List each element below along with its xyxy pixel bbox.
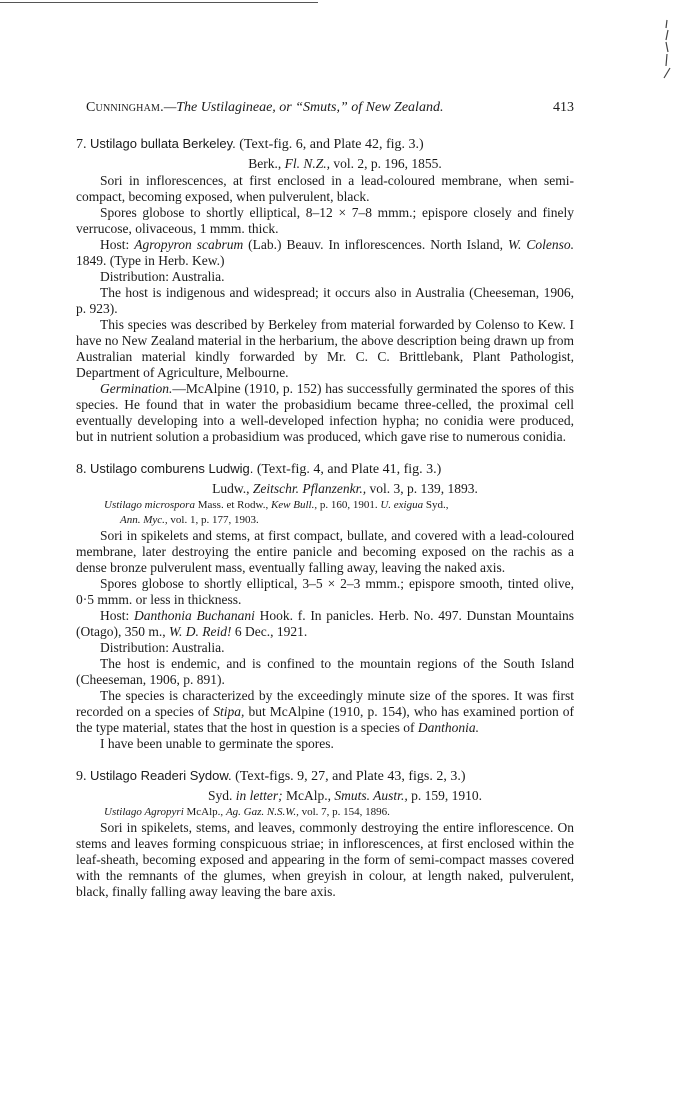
paragraph-text: The species is characterized by the exceedingly minute size of the spores. It was first recorded on a species of — [76, 688, 574, 719]
figure-reference: (Text-figs. 9, 27, and Plate 43, figs. 2, 3.) — [235, 769, 466, 784]
synonym-work: Ag. Gaz. N.S.W., — [225, 806, 299, 818]
synonyms — [104, 498, 574, 528]
paragraph: Sori in spikelets and stems, at first compact, bullate, and covered with a lead-coloured membrane, later destroying the entire panicle and becoming exposed on the rachis as a dense bronze pulverulent mass, eventually falling away, leaving the naked axis. — [76, 528, 574, 575]
host-label: Host: — [100, 237, 130, 252]
citation-author: Syd. — [208, 788, 233, 803]
running-title — [86, 100, 443, 116]
entry-number: 8. — [76, 462, 87, 477]
top-rule — [0, 2, 318, 3]
paragraph: I have been unable to germinate the spores. — [100, 736, 334, 751]
citation-work: Zeitschr. Pflanzenkr., — [252, 481, 367, 496]
citation — [116, 154, 574, 173]
paragraph: Spores globose to shortly elliptical, 8–12 × 7–8 mmm.; epispore closely and finely verrucose, olivaceous, 1 mmm. thick. — [76, 205, 574, 236]
citation-detail: p. 159, 1910. — [411, 788, 482, 803]
host-collector: W. D. Reid! — [168, 624, 232, 639]
synonym-detail: p. 160, 1901. — [319, 499, 378, 511]
entry-number: 9. — [76, 769, 87, 784]
synonym-name: Ustilago Agropyri — [104, 806, 184, 818]
citation-note: in letter; — [235, 788, 283, 803]
genus-name: Stipa, — [213, 704, 245, 719]
paragraph — [76, 688, 574, 736]
genus-name: Danthonia. — [417, 720, 480, 735]
citation-detail: vol. 3, p. 139, 1893. — [369, 481, 478, 496]
synonym-work: Kew Bull., — [270, 499, 318, 511]
distribution: Distribution: Australia. — [100, 269, 225, 284]
paragraph: The host is indigenous and widespread; it occurs also in Australia (Cheeseman, 1906, p. 923). — [76, 285, 574, 316]
host-label: Host: — [100, 608, 130, 623]
entry-title — [76, 766, 574, 786]
entry-title — [76, 134, 574, 154]
species-entry-8 — [76, 459, 574, 752]
species-name: Ustilago Readeri Sydow. — [90, 768, 232, 783]
entry-title — [76, 459, 574, 479]
host-species: Danthonia Buchanani — [133, 608, 255, 623]
figure-reference: (Text-fig. 4, and Plate 41, fig. 3.) — [256, 462, 442, 477]
synonym-author: Mass. et Rodw., — [197, 499, 269, 511]
paragraph: The host is endemic, and is confined to the mountain regions of the South Island (Cheeseman, 1906, p. 891). — [76, 656, 574, 687]
paragraph: Spores globose to shortly elliptical, 3–5 × 2–3 mmm.; epispore smooth, tinted olive, 0·5 mmm. or less in thickness. — [76, 576, 574, 607]
species-name: Ustilago comburens Ludwig. — [90, 461, 254, 476]
header-title: —The Ustilagineae, or “Smuts,” of New Zealand. — [163, 100, 444, 115]
host-collector: W. Colenso. — [508, 237, 574, 252]
synonym-author: Syd., — [425, 499, 449, 511]
species-name: Ustilago bullata Berkeley. — [90, 136, 236, 151]
host-species: Agropyron scabrum — [134, 237, 244, 252]
citation — [116, 479, 574, 498]
entry-number: 7. — [76, 137, 87, 152]
host-tail: 1849. (Type in Herb. Kew.) — [76, 253, 225, 268]
running-header — [76, 100, 574, 116]
synonym-continuation — [104, 513, 574, 528]
synonym-work: Ann. Myc., — [120, 514, 168, 526]
host-tail: 6 Dec., 1921. — [234, 624, 308, 639]
host-detail: (Lab.) Beauv. In inflorescences. North Island, — [248, 237, 504, 252]
citation-author: McAlp., — [286, 788, 332, 803]
host-paragraph — [76, 237, 574, 269]
distribution: Distribution: Australia. — [100, 640, 225, 655]
citation-author: Ludw., — [212, 481, 250, 496]
page-body — [76, 100, 574, 914]
synonyms — [104, 805, 574, 820]
synonym-author: McAlp., — [186, 806, 224, 818]
paragraph-text: but McAlpine (1910, p. 154), who has examined portion of the type material, states that the host in question is a species of — [76, 704, 575, 735]
germination-text: —McAlpine (1910, p. 152) has successfully germinated the spores of this species. He found that in water the probasidium became three-celled, the proximal cell eventually developing into a well-developed infection hypha; no conidia were produced, but in nutrient solution a probasidium was produced, which gave rise to numerous conidia. — [76, 381, 574, 444]
synonym-detail: vol. 1, p. 177, 1903. — [170, 514, 259, 526]
citation — [116, 786, 574, 805]
synonym-name: U. exigua — [380, 499, 424, 511]
margin-annotation-marks — [660, 18, 674, 88]
host-detail: Hook. f. In panicles. Herb. No. 497. Dunstan Mountains (Otago), 350 m., — [76, 608, 575, 639]
paragraph: This species was described by Berkeley from material forwarded by Colenso to Kew. I have no New Zealand material in the herbarium, the above description being drawn up from Australian material kindly forwarded by Mr. C. C. Brittlebank, Plant Pathologist, Department of Agriculture, Melbourne. — [76, 317, 574, 380]
germination-label: Germination. — [100, 381, 173, 396]
citation-work: Smuts. Austr., — [334, 788, 408, 803]
germination-paragraph — [76, 381, 574, 445]
page-number: 413 — [553, 100, 574, 115]
host-paragraph — [76, 608, 574, 640]
paragraph: Sori in spikelets, stems, and leaves, commonly destroying the entire inflorescence. On stems and leaves forming conspicuous striae; in inflorescences, at first enclosed within the leaf-sheath, becoming exposed and appearing in the form of semi-compact masses covered with the remnants of the glumes, when greyish in colour, at length naked, pulverulent, black, finally falling away leaving the bare axis. — [76, 820, 574, 899]
species-entry-9 — [76, 766, 574, 900]
figure-reference: (Text-fig. 6, and Plate 42, fig. 3.) — [239, 137, 424, 152]
citation-detail: vol. 2, p. 196, 1855. — [333, 156, 442, 171]
species-entry-7 — [76, 134, 574, 445]
citation-work: Fl. N.Z., — [284, 156, 330, 171]
citation-author: Berk., — [248, 156, 282, 171]
paragraph: Sori in inflorescences, at first enclosed in a lead-coloured membrane, when semi-compact, becoming exposed, when pulverulent, black. — [76, 173, 574, 204]
header-author: Cunningham. — [86, 100, 164, 115]
synonym-detail: vol. 7, p. 154, 1896. — [301, 806, 390, 818]
synonym-name: Ustilago microspora — [104, 499, 195, 511]
